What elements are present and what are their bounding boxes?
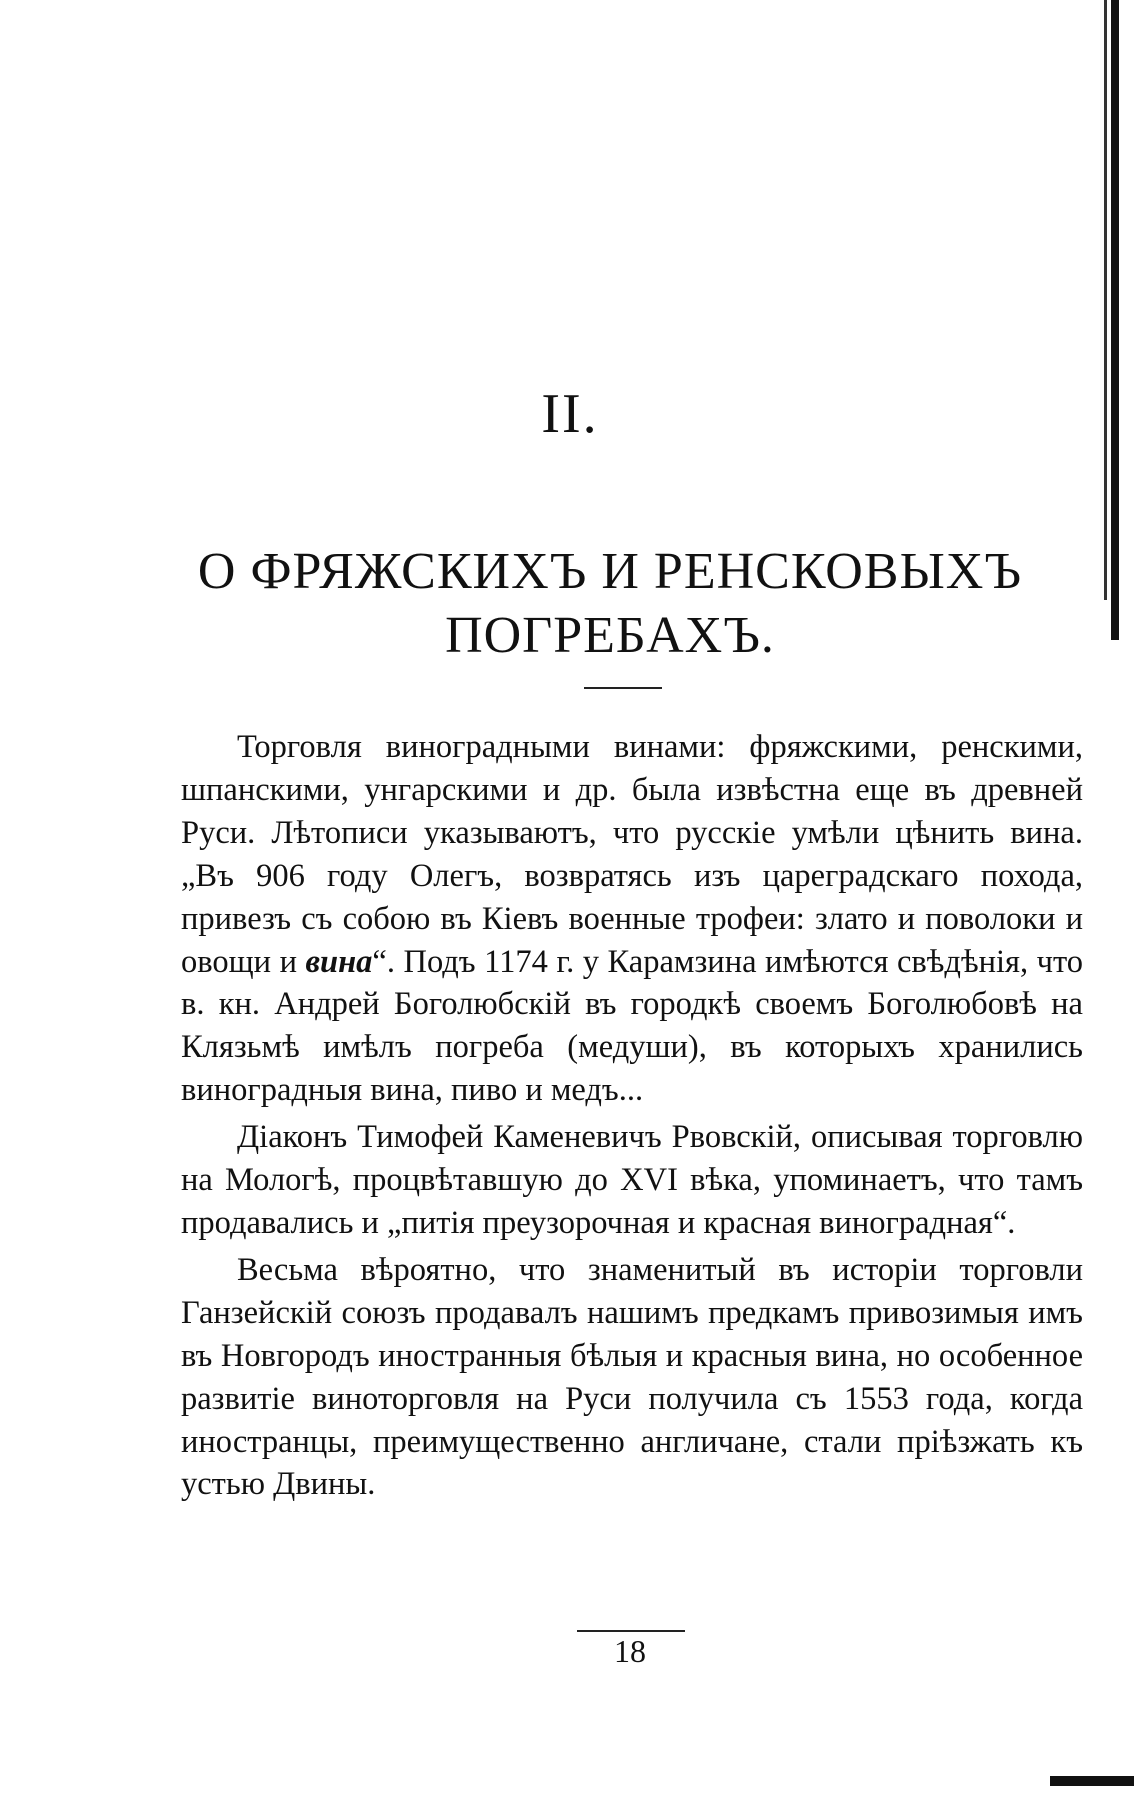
paragraph-1 <box>181 726 1083 1112</box>
paragraph-1-emphasis: вина <box>305 943 373 980</box>
chapter-number: II. <box>541 383 599 445</box>
scan-edge-bar <box>1111 0 1119 640</box>
paragraph-1-text-end: “. Подъ 1174 г. у Карамзина имѣются свѣдѣнія, что в. кн. Андрей Боголюбскій въ городкѣ своемъ Боголюбовѣ на Клязьмѣ имѣлъ погреба (медуши), въ которыхъ хранились виноградныя вина, пиво и медъ... <box>181 943 1083 1109</box>
scan-edge-mark <box>1050 1776 1134 1786</box>
body-text <box>181 726 1083 1510</box>
paragraph-2: Діаконъ Тимофей Каменевичъ Рвовскій, описывая торговлю на Мологѣ, процвѣтавшую до XVI вѣка, упоминаетъ, что тамъ продавались и „питія преузорочная и красная виноградная“. <box>181 1119 1083 1241</box>
chapter-title: О ФРЯЖСКИХЪ И РЕНСКОВЫХЪ ПОГРЕБАХЪ. <box>197 543 1023 664</box>
paragraph-1-text-start: Торговля виноградными винами: фряжскими, ренскими, шпанскими, унгарскими и др. была извѣстна еще въ древней Руси. Лѣтописи указываютъ, что русскіе умѣли цѣнить вина. „Въ 906 году Олегъ, возвратясь изъ цареградскаго похода, привезъ съ собою въ Кіевъ военные трофеи: злато и поволоки и овощи и <box>181 729 1083 980</box>
scan-edge-line <box>1104 0 1107 600</box>
paragraph-3: Весьма вѣроятно, что знаменитый въ исторіи торговли Ганзейскій союзъ продавалъ нашимъ предкамъ привозимыя имъ въ Новгородъ иностранныя бѣлыя и красныя вина, но особенное развитіе виноторговля на Руси получила съ 1553 года, когда иностранцы, преимущественно англичане, стали пріѣзжать къ устью Двины. <box>181 1251 1083 1503</box>
title-separator <box>584 687 662 689</box>
page-number: 18 <box>614 1633 646 1669</box>
page-number-rule <box>577 1630 685 1632</box>
